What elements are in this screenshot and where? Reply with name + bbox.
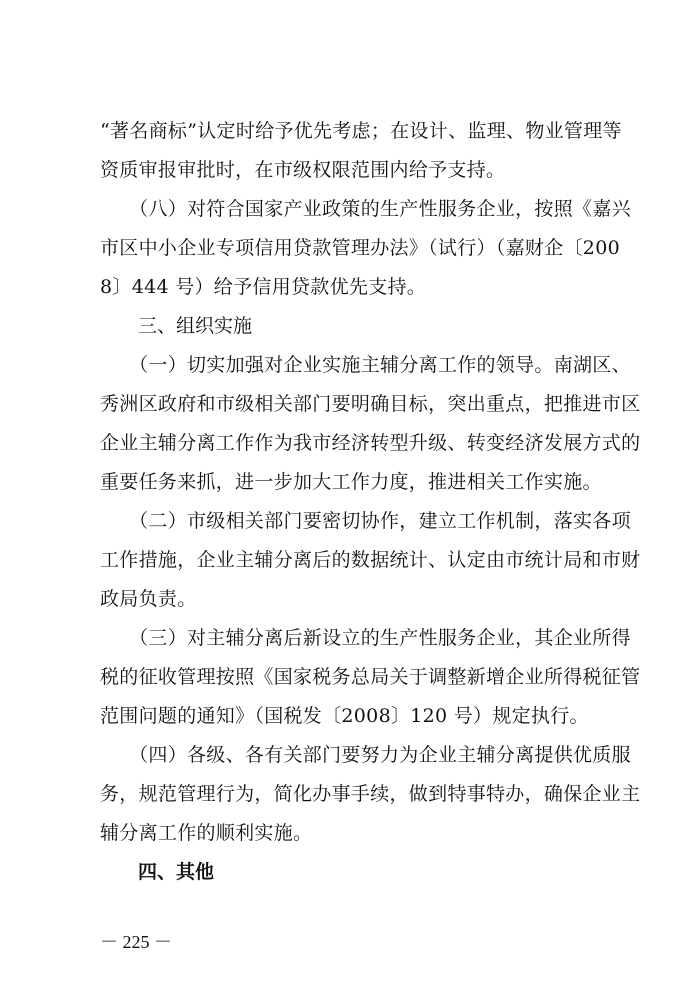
text-line: 范围问题的通知》（国税发〔2008〕120 号）规定执行。 — [100, 705, 589, 727]
document-body — [100, 112, 641, 892]
text-line: 政局负责。 — [100, 588, 197, 610]
text-line: （三）对主辅分离后新设立的生产性服务企业，其企业所得 — [100, 627, 631, 649]
page-number: － 225 － — [100, 932, 172, 952]
text-line: 市区中小企业专项信用贷款管理办法》（试行）（嘉财企〔200 — [100, 237, 620, 259]
text-line: 辅分离工作的顺利实施。 — [100, 822, 313, 844]
text-line: 重要任务来抓，进一步加大工作力度，推进相关工作实施。 — [100, 471, 602, 493]
text-line: 税的征收管理按照《国家税务总局关于调整新增企业所得税征管 — [100, 666, 641, 688]
section-heading-other: 四、其他 — [138, 861, 215, 883]
text-line: 8〕444 号）给予信用贷款优先支持。 — [100, 276, 427, 298]
text-line: 务，规范管理行为，简化办事手续，做到特事特办，确保企业主 — [100, 783, 641, 805]
text-line: “著名商标”认定时给予优先考虑；在设计、监理、物业管理等 — [100, 120, 622, 142]
text-line: 企业主辅分离工作作为我市经济转型升级、转变经济发展方式的 — [100, 432, 641, 454]
text-line: 资质审报审批时，在市级权限范围内给予支持。 — [100, 159, 506, 181]
text-line: （一）切实加强对企业实施主辅分离工作的领导。南湖区、 — [100, 354, 631, 376]
section-heading-organization: 三、组织实施 — [138, 315, 253, 337]
text-line: 工作措施，企业主辅分离后的数据统计、认定由市统计局和市财 — [100, 549, 641, 571]
text-line: （四）各级、各有关部门要努力为企业主辅分离提供优质服 — [100, 744, 631, 766]
text-line: （二）市级相关部门要密切协作，建立工作机制，落实各项 — [100, 510, 631, 532]
text-line: 秀洲区政府和市级相关部门要明确目标，突出重点，把推进市区 — [100, 393, 641, 415]
text-line: （八）对符合国家产业政策的生产性服务企业，按照《嘉兴 — [100, 198, 631, 220]
